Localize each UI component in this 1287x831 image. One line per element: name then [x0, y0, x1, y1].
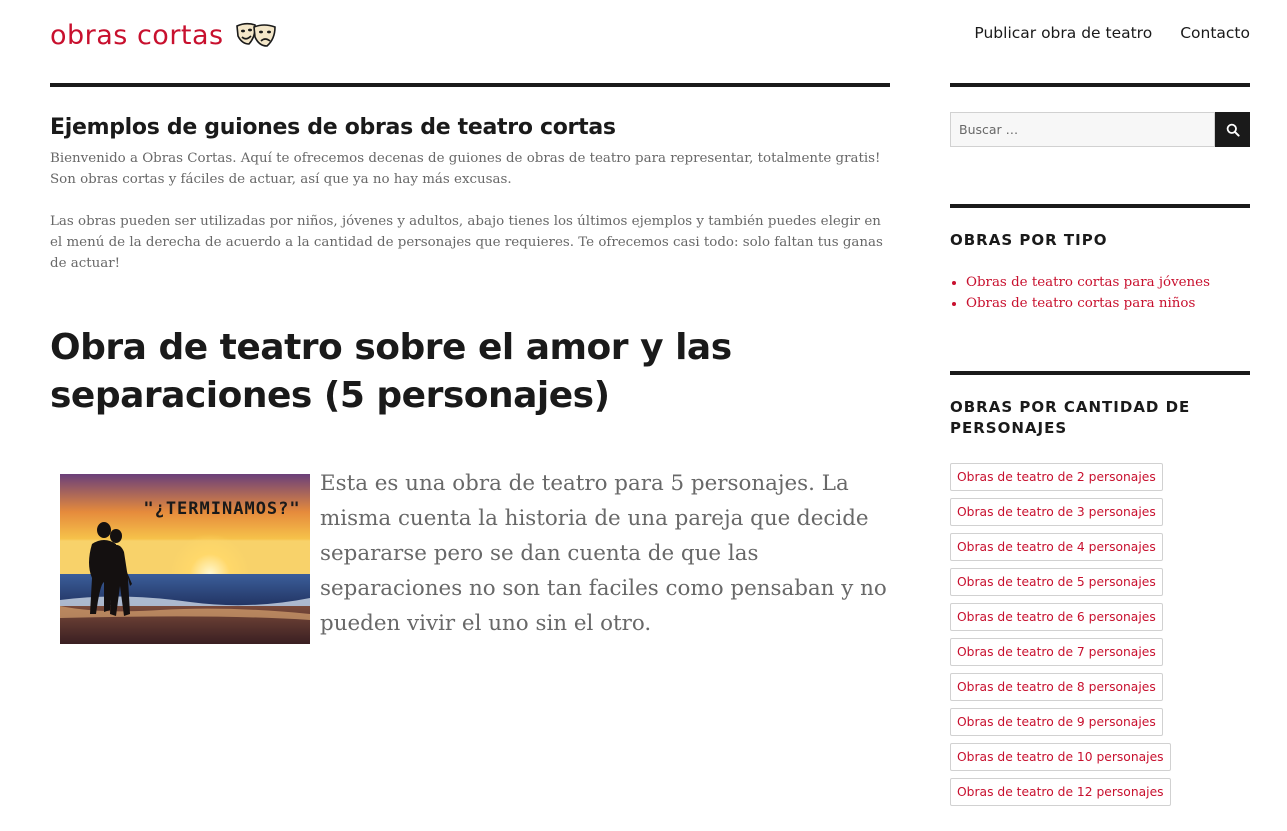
- intro-text: [50, 148, 890, 274]
- widget-divider: [950, 204, 1250, 208]
- site-logo[interactable]: [50, 18, 278, 52]
- widget-obras-por-cantidad: [950, 371, 1250, 806]
- tag-link[interactable]: Obras de teatro de 3 personajes: [950, 498, 1163, 526]
- widget-title: OBRAS POR CANTIDAD DE PERSONAJES: [950, 398, 1191, 437]
- widget-obras-por-tipo: [950, 204, 1250, 314]
- tag-link[interactable]: Obras de teatro de 6 personajes: [950, 603, 1163, 631]
- post-excerpt: Esta es una obra de teatro para 5 personajes. La misma cuenta la historia de una pareja que decide separarse pero se dan cuenta de que las separaciones no son tan faciles como pensaban y no pueden vivir el uno sin el otro.: [320, 471, 887, 636]
- content-divider: [50, 83, 890, 87]
- link-obras-ninos[interactable]: Obras de teatro cortas para niños: [966, 296, 1196, 311]
- list-item: [966, 272, 1250, 293]
- sunset-couple-image: [60, 474, 310, 644]
- thumbnail-caption: "¿TERMINAMOS?": [143, 499, 301, 519]
- nav-contacto[interactable]: Contacto: [1180, 24, 1250, 42]
- site-header: [50, 18, 1250, 54]
- search-button[interactable]: [1215, 112, 1250, 147]
- logo-text: obras cortas: [50, 19, 224, 51]
- main-nav: [974, 24, 1250, 42]
- intro-paragraph: Las obras pueden ser utilizadas por niños, jóvenes y adultos, abajo tienes los últimos ejemplos y también puedes elegir en el menú de la derecha de acuerdo a la cantidad de personajes que requieres. Te ofrecemos casi todo: solo faltan tus ganas de actuar!: [50, 214, 883, 271]
- search-icon: [1226, 123, 1240, 137]
- nav-publicar-obra[interactable]: Publicar obra de teatro: [974, 24, 1153, 42]
- tag-link[interactable]: Obras de teatro de 4 personajes: [950, 533, 1163, 561]
- sidebar: [950, 83, 1250, 806]
- tag-link[interactable]: Obras de teatro de 7 personajes: [950, 638, 1163, 666]
- tag-link[interactable]: Obras de teatro de 10 personajes: [950, 743, 1171, 771]
- link-obras-jovenes[interactable]: Obras de teatro cortas para jóvenes: [966, 275, 1210, 290]
- post-title[interactable]: Obra de teatro sobre el amor y las separaciones (5 personajes): [50, 327, 732, 416]
- search-input[interactable]: [950, 112, 1215, 147]
- tag-cloud: [950, 463, 1250, 806]
- main-content: [50, 83, 890, 646]
- tag-link[interactable]: Obras de teatro de 5 personajes: [950, 568, 1163, 596]
- post-entry: [50, 466, 890, 646]
- search-form: [950, 112, 1250, 147]
- type-list: [950, 272, 1250, 314]
- tag-link[interactable]: Obras de teatro de 2 personajes: [950, 463, 1163, 491]
- intro-paragraph: Bienvenido a Obras Cortas. Aquí te ofrecemos decenas de guiones de obras de teatro para representar, totalmente gratis! Son obras cortas y fáciles de actuar, así que ya no hay más excusas.: [50, 151, 881, 187]
- tag-link[interactable]: Obras de teatro de 9 personajes: [950, 708, 1163, 736]
- list-item: [966, 293, 1250, 314]
- tag-link[interactable]: Obras de teatro de 12 personajes: [950, 778, 1171, 806]
- intro-title: Ejemplos de guiones de obras de teatro cortas: [50, 115, 616, 140]
- widget-title: OBRAS POR TIPO: [950, 231, 1108, 249]
- theatre-masks-icon: [234, 20, 278, 50]
- sidebar-divider: [950, 83, 1250, 87]
- widget-divider: [950, 371, 1250, 375]
- tag-link[interactable]: Obras de teatro de 8 personajes: [950, 673, 1163, 701]
- post-thumbnail[interactable]: [60, 474, 310, 644]
